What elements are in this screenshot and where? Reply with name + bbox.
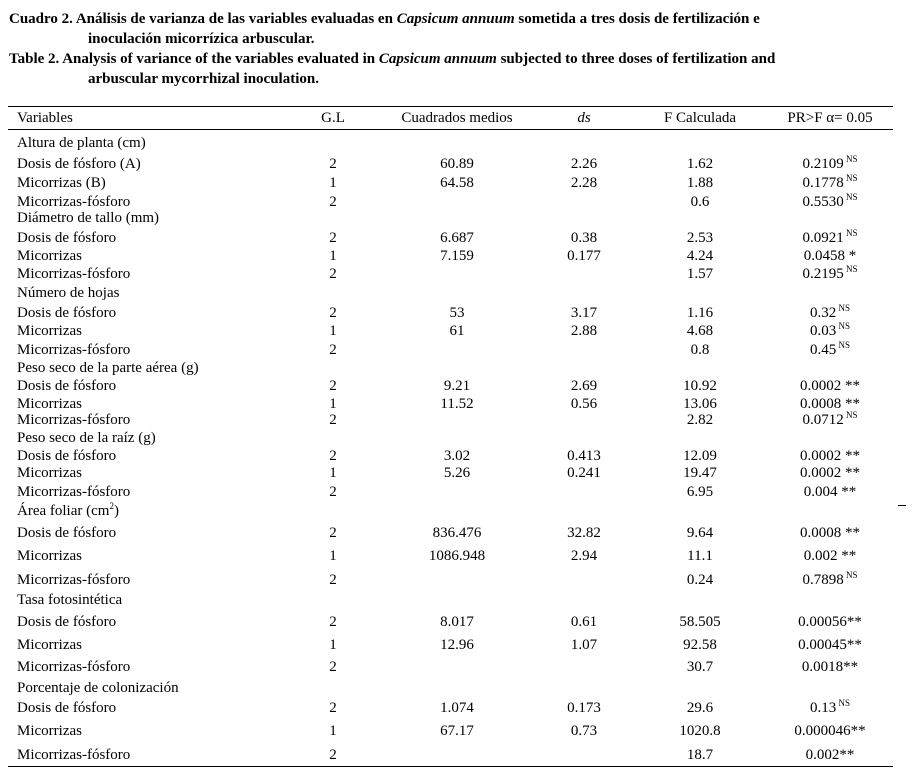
header-variables: Variables (17, 110, 73, 126)
row-label: Dosis de fósforo (17, 378, 117, 394)
caption-es-prefix: Cuadro 2. Análisis de varianza de las variables evaluadas en (9, 11, 397, 27)
significance-mark: NS (843, 410, 858, 420)
row-label: Micorrizas-fósforo (17, 747, 131, 763)
significance-mark: NS (843, 154, 858, 164)
row-label: Micorrizas-fósforo (17, 572, 131, 588)
row-label: Micorrizas-fósforo (17, 484, 131, 500)
group-title: Porcentaje de colonización (17, 680, 179, 696)
row-label: Micorrizas (17, 723, 82, 739)
table-top-rule (8, 106, 893, 107)
row-label: Micorrizas (17, 396, 82, 412)
row-label: Micorrizas (17, 548, 82, 564)
significance-mark: NS (836, 698, 851, 708)
edge-mark (898, 505, 906, 506)
group-title: Peso seco de la raíz (g) (17, 430, 156, 446)
row-label: Micorrizas-fósforo (17, 342, 131, 358)
caption-en-line-1 (9, 49, 899, 69)
caption-es-line-2: inoculación micorrízica arbuscular. (88, 31, 315, 47)
significance-mark: NS (843, 173, 858, 183)
significance-mark: NS (836, 303, 851, 313)
row-label: Micorrizas (17, 465, 82, 481)
group-title: Número de hojas (17, 285, 120, 301)
significance-mark: NS (843, 264, 858, 274)
caption-en-species: Capsicum annuum (378, 51, 497, 67)
table-caption (9, 9, 899, 89)
caption-es-species: Capsicum annuum (396, 11, 515, 27)
group-title: Altura de planta (cm) (17, 135, 146, 151)
caption-es-suffix: sometida a tres dosis de fertilización e (514, 11, 760, 27)
row-label: Dosis de fósforo (17, 525, 117, 541)
row-label: Micorrizas-fósforo (17, 412, 131, 428)
caption-en-line-2: arbuscular mycorrhizal inoculation. (88, 71, 319, 87)
group-title: Peso seco de la parte aérea (g) (17, 360, 199, 376)
group-title: Área foliar $(cm^2)$ (17, 501, 119, 519)
row-label: Micorrizas (B) (17, 175, 106, 191)
caption-en-prefix: Table 2. Analysis of variance of the variables evaluated in (9, 51, 379, 67)
caption-es-line-1 (9, 9, 899, 29)
table-bottom-rule (8, 766, 893, 767)
row-label: Dosis de fósforo (17, 448, 117, 464)
row-label: Dosis de fósforo (A) (17, 156, 141, 172)
significance-mark: NS (836, 340, 851, 350)
caption-en-suffix: subjected to three doses of fertilization and (496, 51, 776, 67)
header-rule (8, 129, 893, 130)
significance-mark: NS (843, 228, 858, 238)
significance-mark: NS (836, 321, 851, 331)
group-title: Diámetro de tallo (mm) (17, 210, 160, 226)
row-label: Dosis de fósforo (17, 614, 117, 630)
row-label: Dosis de fósforo (17, 230, 117, 246)
row-label: Micorrizas-fósforo (17, 194, 131, 210)
significance-mark: NS (843, 570, 858, 580)
group-title: Tasa fotosintética (17, 592, 123, 608)
row-label: Dosis de fósforo (17, 700, 117, 716)
row-label: Micorrizas (17, 323, 82, 339)
row-label: Micorrizas (17, 248, 82, 264)
significance-mark: NS (843, 192, 858, 202)
row-label: Dosis de fósforo (17, 305, 117, 321)
row-label: Micorrizas-fósforo (17, 266, 131, 282)
row-label: Micorrizas-fósforo (17, 659, 131, 675)
row-label: Micorrizas (17, 637, 82, 653)
